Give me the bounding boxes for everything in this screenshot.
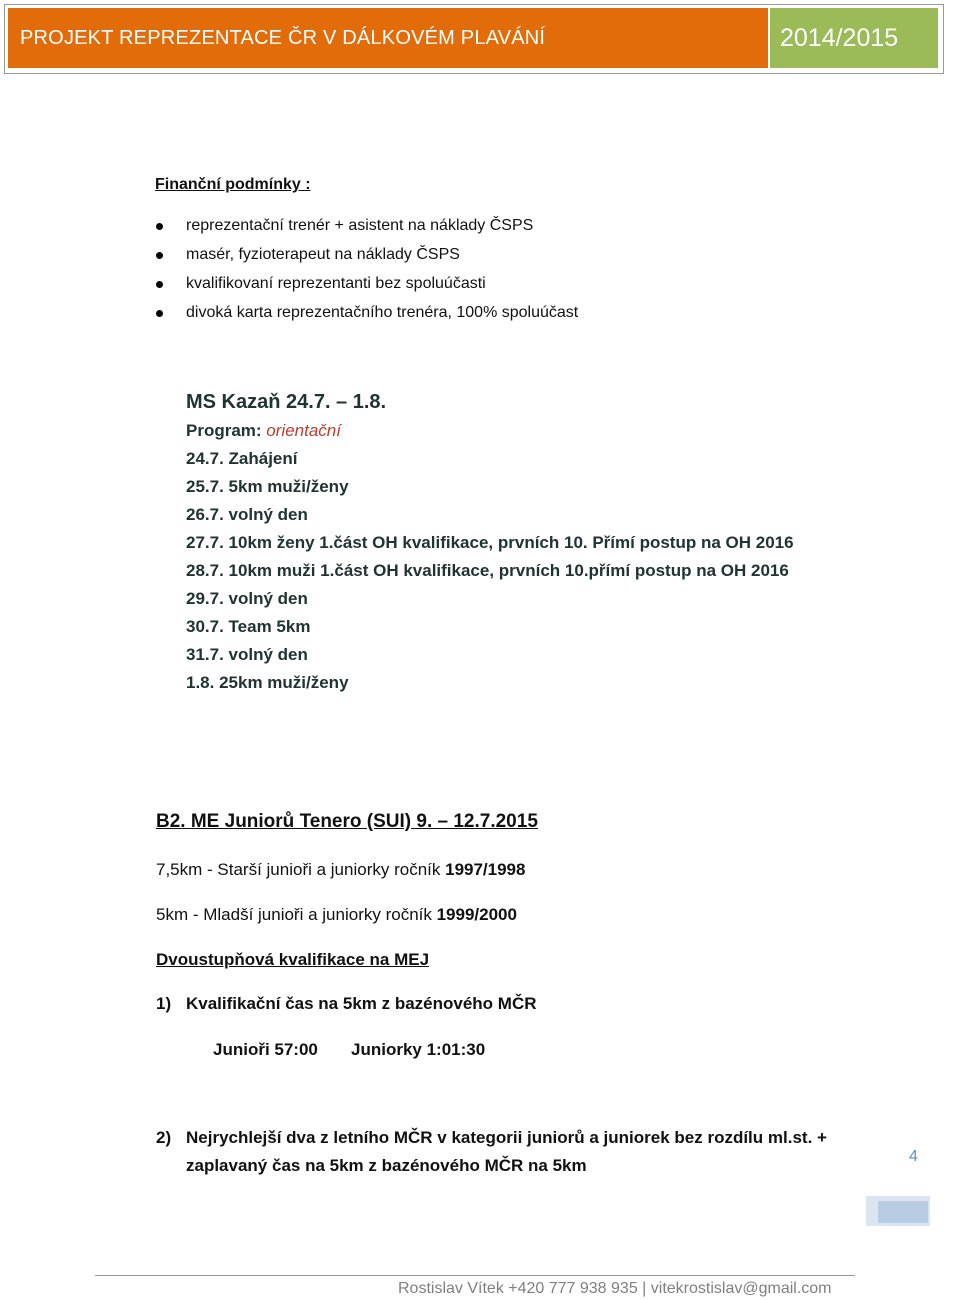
program-line: 28.7. 10km muži 1.část OH kvalifikace, prvních 10.přímí postup na OH 2016: [186, 561, 789, 580]
program-line: 30.7. Team 5km: [186, 617, 311, 636]
qualification-heading: Dvoustupňová kvalifikace na MEJ: [156, 950, 430, 969]
juniorky-time: Juniorky 1:01:30: [351, 1040, 486, 1059]
list-item: reprezentační trenér + asistent na náklady ČSPS: [155, 217, 578, 246]
step2-text-line2: zaplavaný čas na 5km z bazénového MČR na 5km: [186, 1156, 587, 1175]
program-line: 26.7. volný den: [186, 505, 308, 524]
list-item: divoká karta reprezentačního trenéra, 100% spoluúčast: [155, 304, 578, 333]
program-line: 1.8. 25km muži/ženy: [186, 673, 349, 692]
financial-list: [155, 217, 578, 333]
header-year: 2014/2015: [780, 24, 899, 52]
page-number-decoration-inner: [878, 1201, 928, 1223]
b2-title: B2. ME Juniorů Tenero (SUI) 9. – 12.7.2015: [156, 811, 538, 832]
bullet-icon: [156, 281, 163, 288]
program-note: orientační: [266, 421, 341, 440]
list-item: kvalifikovaní reprezentanti bez spoluúčasti: [155, 275, 578, 304]
program-line: 24.7. Zahájení: [186, 449, 298, 468]
juniors-time: Junioři 57:00: [213, 1040, 318, 1059]
program-line: 25.7. 5km muži/ženy: [186, 477, 349, 496]
program-label-line: Program: orientační: [186, 421, 341, 440]
page-number: 4: [909, 1148, 918, 1165]
step2-number: 2): [156, 1128, 172, 1147]
step1-text: Kvalifikační čas na 5km z bazénového MČR: [186, 994, 537, 1013]
footer-divider: [95, 1275, 855, 1276]
footer-contact: Rostislav Vítek +420 777 938 935 | vitekrostislav@gmail.com: [398, 1280, 832, 1297]
bullet-icon: [156, 252, 163, 259]
ms-program: [186, 391, 794, 701]
bullet-icon: [156, 310, 163, 317]
b2-line-senior: 7,5km - Starší junioři a juniorky ročník 1997/1998: [156, 860, 526, 879]
bullet-icon: [156, 223, 163, 230]
b2-line-junior: 5km - Mladší junioři a juniorky ročník 1999/2000: [156, 905, 517, 924]
program-line: 29.7. volný den: [186, 589, 308, 608]
financial-heading: Finanční podmínky :: [155, 176, 311, 193]
step1-number: 1): [156, 994, 172, 1013]
step2-text-line1: Nejrychlejší dva z letního MČR v kategorii juniorů a juniorek bez rozdílu ml.st. +: [186, 1128, 827, 1147]
program-line: 27.7. 10km ženy 1.část OH kvalifikace, prvních 10. Přímí postup na OH 2016: [186, 533, 794, 552]
ms-title: MS Kazaň 24.7. – 1.8.: [186, 391, 387, 413]
program-line: 31.7. volný den: [186, 645, 308, 664]
header-title: PROJEKT REPREZENTACE ČR V DÁLKOVÉM PLAVÁNÍ: [20, 27, 546, 49]
list-item: masér, fyzioterapeut na náklady ČSPS: [155, 246, 578, 275]
